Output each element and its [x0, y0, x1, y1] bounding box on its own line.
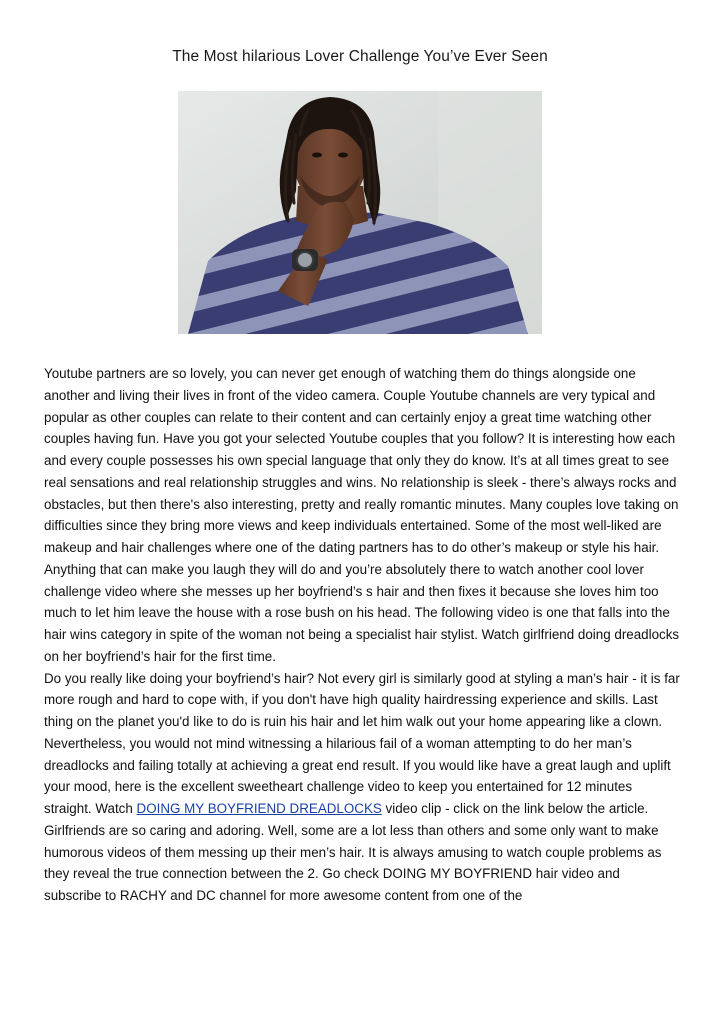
paragraph [44, 668, 680, 820]
page-title: The Most hilarious Lover Challenge You’ve Ever Seen [172, 48, 548, 65]
paragraph: Youtube partners are so lovely, you can never get enough of watching them do things alongside one another and living their lives in front of the video camera. Couple Youtube channels are very typical and popular as other couples can relate to their content and can certainly enjoy a great time watching other couples having fun. Have you got your selected Youtube couples that you follow? It is interesting how each and every couple possesses his own special language that only they do know. It’s at all times great to see real sensations and real relationship struggles and wins. No relationship is sleek - there’s always rocks and obstacles, but then there's also interesting, pretty and really romantic minutes. Many couples love taking on difficulties since they bring more views and keep individuals entertained. Some of the most well-liked are makeup and hair challenges where one of the dating partners has to do other’s makeup or style his hair. Anything that can make you laugh they will do and you’re absolutely there to watch another cool lover challenge video where she messes up her boyfriend’s s hair and then fixes it because she loves him too much to let him leave the house with a rose bush on his head. The following video is one that falls into the hair wins category in spite of the woman not being a specialist hair stylist. Watch girlfriend doing dreadlocks on her boyfriend’s hair for the first time. [44, 366, 680, 664]
paragraph-text: video clip - click on the link below the article. [381, 801, 649, 816]
doing-my-boyfriend-dreadlocks-link[interactable]: DOING MY BOYFRIEND DREADLOCKS [136, 801, 382, 816]
paragraph: Girlfriends are so caring and adoring. Well, some are a lot less than others and some only want to make humorous videos of them messing up their men’s hair. It is always amusing to watch couple problems as they reveal the true connection between the 2. Go check DOING MY BOYFRIEND hair video and subscribe to RACHY and DC channel for more awesome content from one of the [44, 822, 662, 903]
man-portrait-photo [178, 91, 542, 334]
article-body [44, 363, 680, 907]
paragraph-text: Do you really like doing your boyfriend’s hair? Not every girl is similarly good at styling a man’s hair - it is far more rough and hard to cope with, if you don't have high quality hairdressing experience and skills. Last thing on the planet you'd like to do is ruin his hair and let him walk out your home appearing like a clown. Nevertheless, you would not mind witnessing a hilarious fail of a woman attempting to do her man’s dreadlocks and failing totally at achieving a great end result. If you would like have a great laugh and uplift your mood, here is the excellent sweetheart challenge video to keep you entertained for 12 minutes straight. Watch [44, 670, 680, 816]
